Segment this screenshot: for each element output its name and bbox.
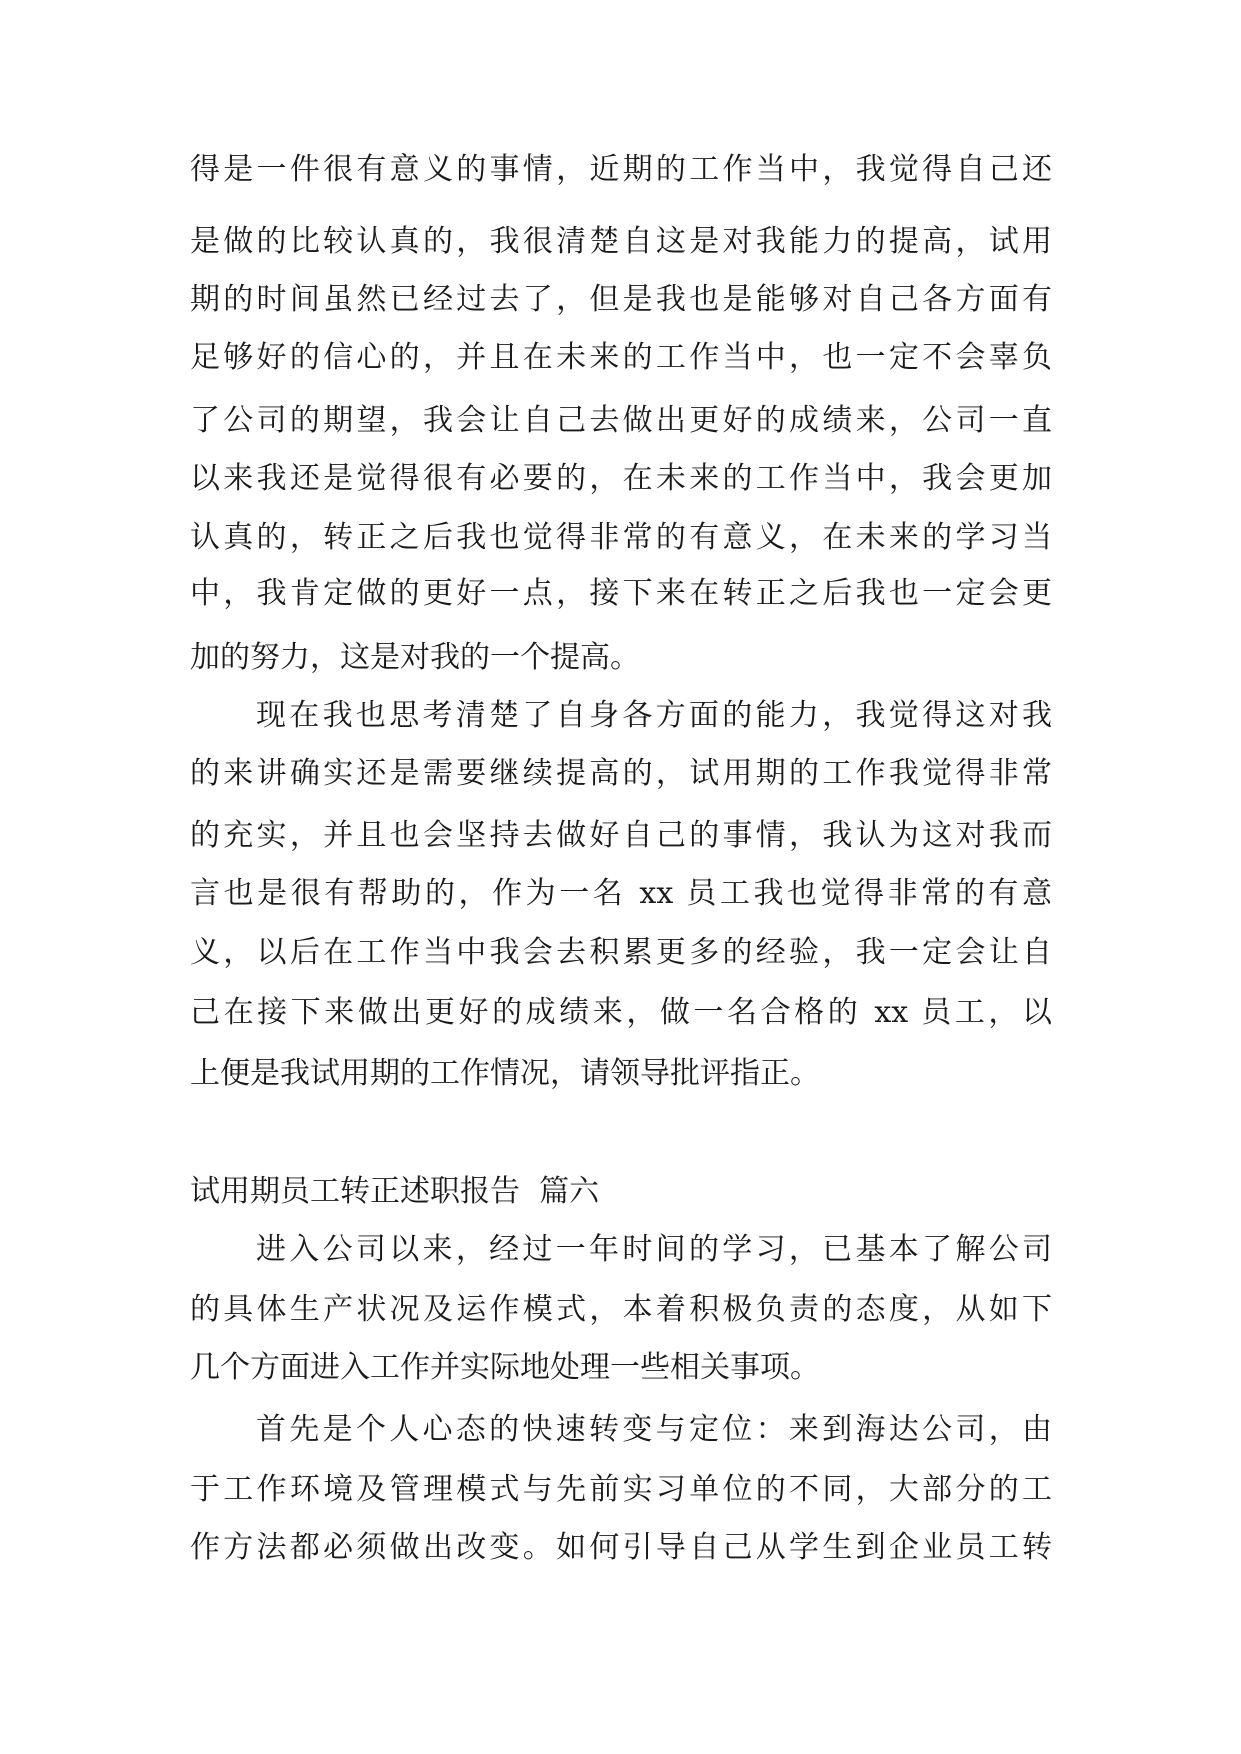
section-paragraph-2-line-3: 作方法都必须做出改变。如何引导自己从学生到企业员工转 [190, 1530, 1052, 1565]
paragraph-1-line-1: 得是一件很有意义的事情，近期的工作当中，我觉得自己还 [190, 152, 1052, 187]
paragraph-2-line-2: 的来讲确实还是需要继续提高的，试用期的工作我觉得非常 [190, 756, 1052, 791]
paragraph-2-line-4: 言也是很有帮助的，作为一名 xx 员工我也觉得非常的有意 [190, 876, 1052, 911]
paragraph-1-line-8: 中，我肯定做的更好一点，接下来在转正之后我也一定会更 [190, 576, 1052, 611]
section-paragraph-1-line-2: 的具体生产状况及运作模式，本着积极负责的态度，从如下 [190, 1292, 1052, 1327]
section-heading: 试用期员工转正述职报告 篇六 [190, 1174, 600, 1209]
paragraph-1-line-2: 是做的比较认真的，我很清楚自这是对我能力的提高，试用 [190, 224, 1052, 259]
section-paragraph-2-line-2: 于工作环境及管理模式与先前实习单位的不同，大部分的工 [190, 1472, 1052, 1507]
paragraph-1-line-3: 期的时间虽然已经过去了，但是我也是能够对自己各方面有 [190, 282, 1052, 317]
paragraph-1-line-7: 认真的，转正之后我也觉得非常的有意义，在未来的学习当 [190, 520, 1052, 555]
paragraph-2-line-5: 义，以后在工作当中我会去积累更多的经验，我一定会让自 [190, 935, 1052, 970]
paragraph-2-line-1: 现在我也思考清楚了自身各方面的能力，我觉得这对我 [256, 698, 1052, 733]
paragraph-1-line-9: 加的努力，这是对我的一个提高。 [190, 640, 640, 675]
paragraph-1-line-4: 足够好的信心的，并且在未来的工作当中，也一定不会辜负 [190, 340, 1052, 375]
section-paragraph-1-line-3: 几个方面进入工作并实际地处理一些相关事项。 [190, 1350, 820, 1385]
paragraph-1-line-5: 了公司的期望，我会让自己去做出更好的成绩来，公司一直 [190, 403, 1052, 438]
paragraph-2-line-6: 己在接下来做出更好的成绩来，做一名合格的 xx 员工，以 [190, 995, 1052, 1030]
section-paragraph-1-line-1: 进入公司以来，经过一年时间的学习，已基本了解公司 [256, 1232, 1052, 1267]
paragraph-2-line-7: 上便是我试用期的工作情况，请领导批评指正。 [190, 1056, 820, 1091]
paragraph-1-line-6: 以来我还是觉得很有必要的，在未来的工作当中，我会更加 [190, 461, 1052, 496]
section-paragraph-2-line-1: 首先是个人心态的快速转变与定位：来到海达公司，由 [256, 1412, 1052, 1447]
paragraph-2-line-3: 的充实，并且也会坚持去做好自己的事情，我认为这对我而 [190, 818, 1052, 853]
